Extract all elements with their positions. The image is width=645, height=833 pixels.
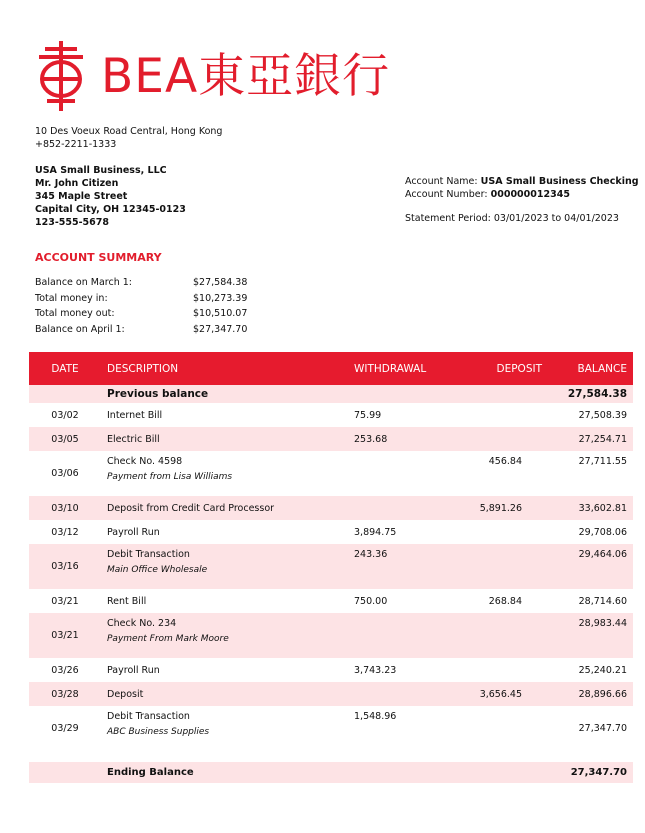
previous-balance-row — [29, 385, 633, 403]
bank-logo — [35, 38, 390, 114]
row-date: 03/16 — [29, 544, 101, 589]
account-name-value: USA Small Business Checking — [480, 176, 639, 187]
table-row — [29, 658, 633, 682]
summary-value: $27,584.38 — [193, 277, 248, 289]
account-name-label: Account Name: — [405, 176, 478, 187]
row-subdescription: ABC Business Supplies — [107, 727, 210, 737]
row-date: 03/26 — [51, 664, 79, 676]
row-deposit — [455, 427, 544, 451]
row-deposit: 5,891.26 — [455, 496, 544, 520]
table-row — [29, 520, 633, 544]
row-description: Rent Bill — [107, 595, 147, 607]
row-description: Payroll Run — [107, 526, 160, 538]
previous-balance-label: Previous balance — [101, 385, 354, 403]
customer-name: Mr. John Citizen — [35, 178, 119, 189]
row-withdrawal: 1,548.96 — [354, 711, 397, 722]
row-withdrawal — [354, 496, 455, 520]
customer-phone: 123-555-5678 — [35, 217, 109, 228]
bank-phone: +852-2211-1333 — [35, 139, 117, 150]
row-balance: 27,347.70 — [578, 723, 627, 734]
bank-address-line: 10 Des Voeux Road Central, Hong Kong — [35, 126, 223, 137]
summary-label: Balance on March 1: — [35, 277, 132, 289]
row-description: Payroll Run — [107, 664, 160, 676]
row-deposit — [455, 658, 544, 682]
table-row — [29, 427, 633, 451]
bea-emblem-icon — [35, 39, 87, 113]
row-deposit — [455, 613, 544, 658]
summary-row — [35, 322, 247, 338]
row-subdescription: Payment from Lisa Williams — [107, 472, 233, 482]
row-balance: 27,508.39 — [578, 409, 627, 421]
row-deposit — [455, 706, 544, 751]
row-withdrawal: 75.99 — [354, 409, 382, 421]
summary-label: Total money out: — [35, 308, 115, 320]
table-row — [29, 706, 633, 751]
row-deposit — [455, 544, 544, 589]
row-deposit — [455, 520, 544, 544]
row-balance: 29,464.06 — [544, 544, 633, 589]
row-withdrawal: 243.36 — [354, 544, 455, 589]
row-description-cell — [101, 613, 354, 658]
customer-address-block — [35, 164, 186, 229]
customer-street: 345 Maple Street — [35, 191, 128, 202]
row-withdrawal: 3,743.23 — [354, 664, 397, 676]
row-withdrawal — [354, 451, 455, 496]
row-deposit: 456.84 — [488, 456, 522, 467]
row-withdrawal: 750.00 — [354, 595, 388, 607]
header-withdrawal: WITHDRAWAL — [354, 352, 455, 385]
row-description: Check No. 4598 — [107, 456, 183, 467]
transactions-table — [29, 352, 633, 783]
customer-city: Capital City, OH 12345-0123 — [35, 204, 186, 215]
header-deposit: DEPOSIT — [455, 352, 544, 385]
account-number-value: 000000012345 — [490, 189, 570, 200]
table-row — [29, 403, 633, 427]
row-subdescription: Payment From Mark Moore — [107, 634, 229, 644]
row-deposit: 268.84 — [488, 595, 522, 607]
row-balance: 25,240.21 — [578, 664, 627, 676]
ending-balance-label: Ending Balance — [101, 762, 354, 783]
table-row — [29, 544, 633, 589]
account-info — [405, 175, 639, 201]
row-description: Debit Transaction — [107, 711, 190, 722]
row-description: Deposit — [101, 682, 354, 706]
summary-value: $10,273.39 — [193, 292, 248, 304]
logo-wordmark: BEA東亞銀行 — [101, 48, 391, 104]
account-number-label: Account Number: — [405, 189, 488, 200]
table-header-row — [29, 352, 633, 385]
row-withdrawal: 253.68 — [354, 427, 455, 451]
statement-period: Statement Period: 03/01/2023 to 04/01/2023 — [405, 213, 619, 224]
summary-row — [35, 306, 247, 322]
row-description-cell — [101, 451, 354, 496]
summary-title: ACCOUNT SUMMARY — [35, 251, 162, 264]
row-balance: 33,602.81 — [544, 496, 633, 520]
row-balance: 27,711.55 — [578, 456, 627, 467]
row-date: 03/10 — [29, 496, 101, 520]
summary-value: $10,510.07 — [193, 308, 248, 320]
summary-label: Balance on April 1: — [35, 323, 125, 335]
summary-row — [35, 291, 247, 307]
account-summary — [35, 275, 247, 337]
table-row — [29, 682, 633, 706]
row-date: 03/12 — [51, 526, 79, 538]
row-subdescription: Main Office Wholesale — [107, 565, 208, 575]
row-withdrawal — [354, 613, 455, 658]
row-date: 03/29 — [51, 723, 79, 734]
table-row — [29, 613, 633, 658]
row-date: 03/06 — [51, 468, 79, 479]
table-row — [29, 496, 633, 520]
header-date: DATE — [29, 352, 101, 385]
row-description: Deposit from Credit Card Processor — [101, 496, 354, 520]
row-date: 03/21 — [51, 595, 79, 607]
row-date: 03/28 — [29, 682, 101, 706]
header-balance: BALANCE — [544, 352, 633, 385]
row-withdrawal: 3,894.75 — [354, 526, 397, 538]
summary-row — [35, 275, 247, 291]
row-balance: 27,254.71 — [544, 427, 633, 451]
table-row — [29, 451, 633, 496]
summary-value: $27,347.70 — [193, 323, 248, 335]
row-deposit — [455, 403, 544, 427]
row-balance: 28,983.44 — [544, 613, 633, 658]
customer-company: USA Small Business, LLC — [35, 165, 167, 176]
previous-balance-value: 27,584.38 — [544, 385, 633, 403]
table-row — [29, 589, 633, 613]
header-description: DESCRIPTION — [101, 352, 354, 385]
bank-address — [35, 125, 222, 151]
row-balance: 28,714.60 — [578, 595, 627, 607]
row-deposit: 3,656.45 — [455, 682, 544, 706]
row-description-cell — [101, 706, 354, 751]
row-date: 03/21 — [29, 613, 101, 658]
row-withdrawal — [354, 682, 455, 706]
row-description: Check No. 234 — [107, 618, 177, 629]
ending-balance-value: 27,347.70 — [544, 762, 633, 783]
row-balance: 28,896.66 — [544, 682, 633, 706]
row-date: 03/05 — [29, 427, 101, 451]
row-description: Debit Transaction — [107, 549, 190, 560]
ending-balance-row — [29, 762, 633, 783]
row-description: Internet Bill — [107, 409, 163, 421]
row-balance: 29,708.06 — [578, 526, 627, 538]
row-description-cell — [101, 544, 354, 589]
row-date: 03/02 — [51, 409, 79, 421]
summary-label: Total money in: — [35, 292, 108, 304]
row-description: Electric Bill — [101, 427, 354, 451]
